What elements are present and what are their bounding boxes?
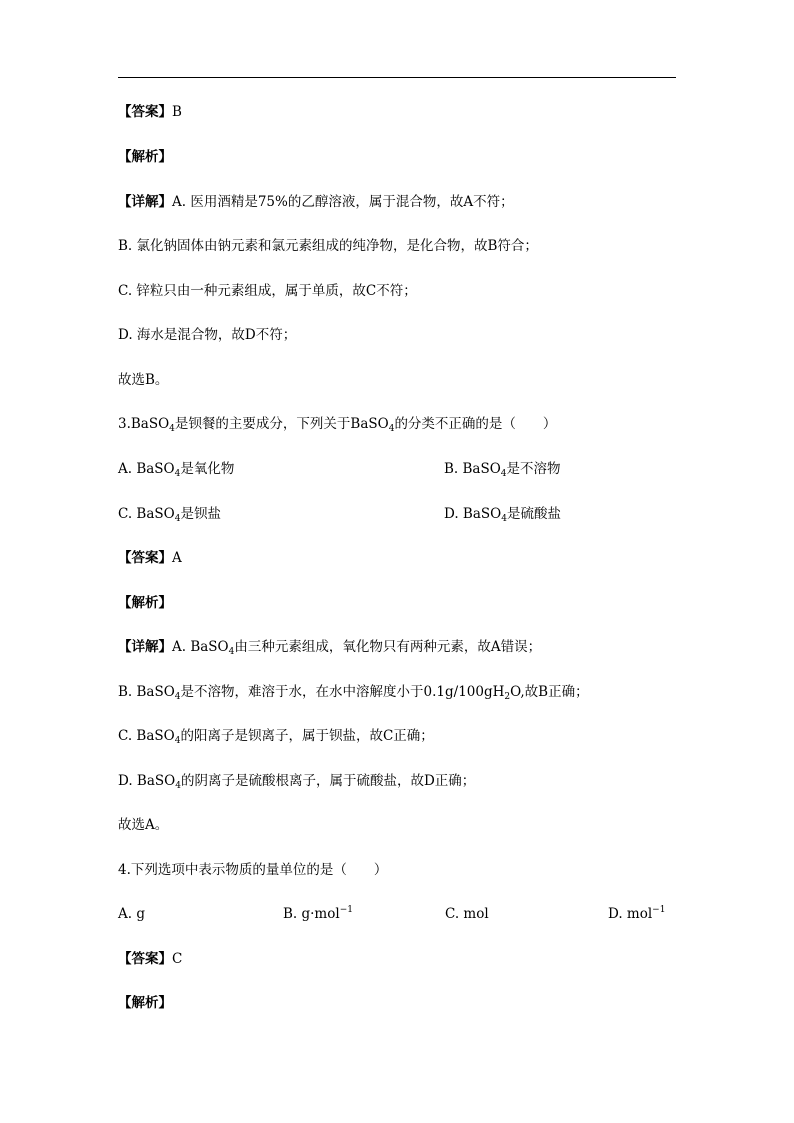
option-text: 是硫酸盐 [506,506,561,522]
subscript: 4 [174,692,181,702]
subscript: 4 [169,424,175,434]
subscript: 4 [500,469,507,479]
stem-text: 3.BaSO [118,416,170,432]
detail-label: 【详解】 [118,194,172,210]
q3-detail-c [118,727,434,745]
superscript: −1 [652,905,666,915]
subscript: 4 [228,647,235,657]
detail-text: D. BaSO [118,773,176,789]
q4-answer [118,950,182,968]
q2-detail-b: B. 氯化钠固体由钠元素和氯元素组成的纯净物，是化合物，故B符合； [118,238,538,254]
q2-detail-a [118,193,514,211]
stem-text: 是钡餐的主要成分，下列关于BaSO [174,416,389,432]
answer-label: 【答案】 [118,550,172,566]
q3-detail-b [118,683,589,701]
detail-text: A. BaSO [172,639,229,655]
option-text: C. mol [445,906,489,922]
option-text: A. g [118,906,145,922]
q3-stem [118,415,556,433]
q3-answer [118,549,182,567]
q4-option-c [445,905,489,923]
q4-stem: 4.下列选项中表示物质的量单位的是（ ） [118,862,388,878]
option-text: 是氧化物 [180,461,235,477]
answer-label: 【答案】 [118,104,172,120]
option-text: 是钡盐 [180,506,221,522]
subscript: 4 [175,781,181,791]
option-text: D. BaSO [444,506,502,522]
q2-answer [118,103,182,121]
q3-conclusion: 故选A。 [118,817,169,833]
answer-value: B [172,104,182,120]
option-text: A. BaSO [118,461,175,477]
q3-option-c [118,505,221,523]
q2-analysis-label: 【解析】 [118,149,172,165]
q3-analysis-label: 【解析】 [118,595,172,611]
subscript: 4 [174,514,181,524]
q4-analysis-label: 【解析】 [118,995,172,1011]
q4-option-d [608,905,665,923]
subscript: 2 [504,692,511,702]
detail-text: 的阴离子是硫酸根离子，属于硫酸盐，故D正确； [180,773,476,789]
q2-detail-d: D. 海水是混合物，故D不符； [118,327,297,343]
option-text: C. BaSO [118,506,175,522]
q3-detail-d [118,772,475,790]
subscript: 4 [501,514,507,524]
stem-text: 的分类不正确的是（ ） [394,416,557,432]
q3-detail-a [118,638,541,656]
q2-conclusion: 故选B。 [118,372,169,388]
q3-option-b [444,460,561,478]
header-rule [118,77,676,78]
subscript: 4 [174,736,181,746]
detail-text: A. 医用酒精是75%的乙醇溶液，属于混合物，故A不符； [172,194,514,210]
detail-text: 由三种元素组成，氧化物只有两种元素，故A错误； [234,639,542,655]
subscript: 4 [174,469,181,479]
subscript: 4 [388,424,395,434]
detail-text: 是不溶物，难溶于水，在水中溶解度小于0.1g/100gH [180,684,505,700]
answer-label: 【答案】 [118,951,172,967]
superscript: −1 [339,905,353,915]
detail-text: C. BaSO [118,728,175,744]
q2-detail-c: C. 锌粒只由一种元素组成，属于单质，故C不符； [118,283,417,299]
q3-option-a [118,460,234,478]
detail-text: O,故B正确； [510,684,589,700]
q4-option-b [283,905,353,923]
option-text: B. BaSO [444,461,501,477]
answer-value: A [172,550,182,566]
option-text: D. mol [608,906,653,922]
detail-text: B. BaSO [118,684,175,700]
q4-option-a [118,905,145,923]
q3-option-d [444,505,561,523]
detail-label: 【详解】 [118,639,172,655]
answer-value: C [172,951,183,967]
option-text: 是不溶物 [506,461,561,477]
detail-text: 的阳离子是钡离子，属于钡盐，故C正确； [180,728,434,744]
option-text: B. g·mol [283,906,340,922]
